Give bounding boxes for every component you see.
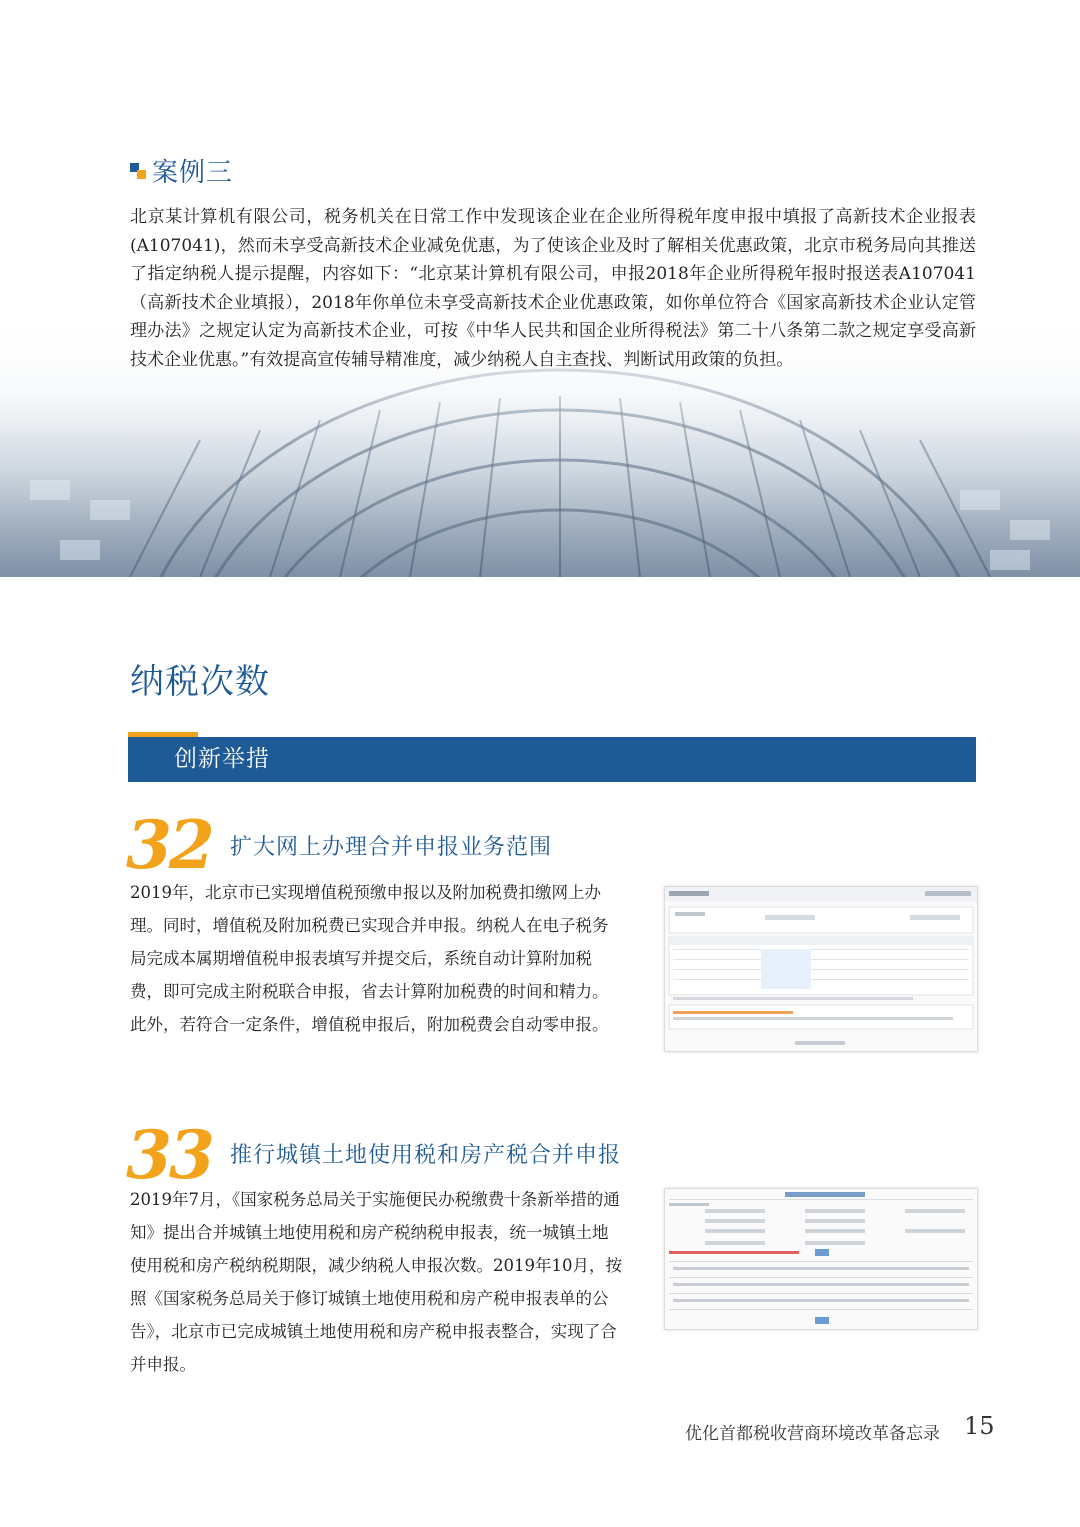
item-number: 33 xyxy=(126,1116,212,1194)
item-body-text: 2019年7月，《国家税务总局关于实施便民办税缴费十条新举措的通知》提出合并城镇土地使用税和房产税纳税申报表，统一城镇土地使用税和房产税纳税期限，减少纳税人申报次数。2019年10月，按照《国家税务总局关于修订城镇土地使用税和房产税申报表单的公告》，北京市已完成城镇土地使用税和房产税申报表整合，实现了合并申报。 xyxy=(130,1190,622,1374)
item-number: 32 xyxy=(126,806,212,884)
page-number: 15 xyxy=(964,1412,995,1440)
case-body-text: 北京某计算机有限公司，税务机关在日常工作中发现该企业在企业所得税年度申报中填报了高新技术企业报表(A107041)，然而未享受高新技术企业减免优惠，为了使该企业及时了解相关优惠政策，北京市税务局向其推送了指定纳税人提示提醒，内容如下：“北京某计算机有限公司，申报2018年企业所得税年报时报送表A107041（高新技术企业填报），2018年你单位未享受高新技术企业优惠政策，如你单位符合《国家高新技术企业认定管理办法》之规定认定为高新技术企业，可按《中华人民共和国企业所得税法》第二十八条第二款之规定享受高新技术企业优惠。”有效提高宣传辅导精准度，减少纳税人自主查找、判断试用政策的负担。 xyxy=(130,207,976,370)
item-title: 推行城镇土地使用税和房产税合并申报 xyxy=(230,1143,622,1168)
item-body-text: 2019年，北京市已实现增值税预缴申报以及附加税费扣缴网上办理。同时，增值税及附加税费已实现合并申报。纳税人在电子税务局完成本属期增值税申报表填写并提交后，系统自动计算附加税费，即可完成主附税联合申报，省去计算附加税费的时间和精力。此外，若符合一定条件，增值税申报后，附加税费会自动零申报。 xyxy=(130,883,609,1034)
section-title: 纳税次数 xyxy=(130,662,270,702)
item-title: 扩大网上办理合并申报业务范围 xyxy=(230,835,553,860)
square-bullet-icon xyxy=(130,163,146,179)
section-banner: 创新举措 xyxy=(128,737,976,782)
footer-title: 优化首都税收营商环境改革备忘录 xyxy=(685,1424,940,1444)
case-heading xyxy=(130,152,233,189)
case-title: 案例三 xyxy=(152,158,234,188)
screenshot-land-property-tax-filing xyxy=(664,1188,978,1330)
screenshot-vat-combined-filing xyxy=(664,886,978,1052)
